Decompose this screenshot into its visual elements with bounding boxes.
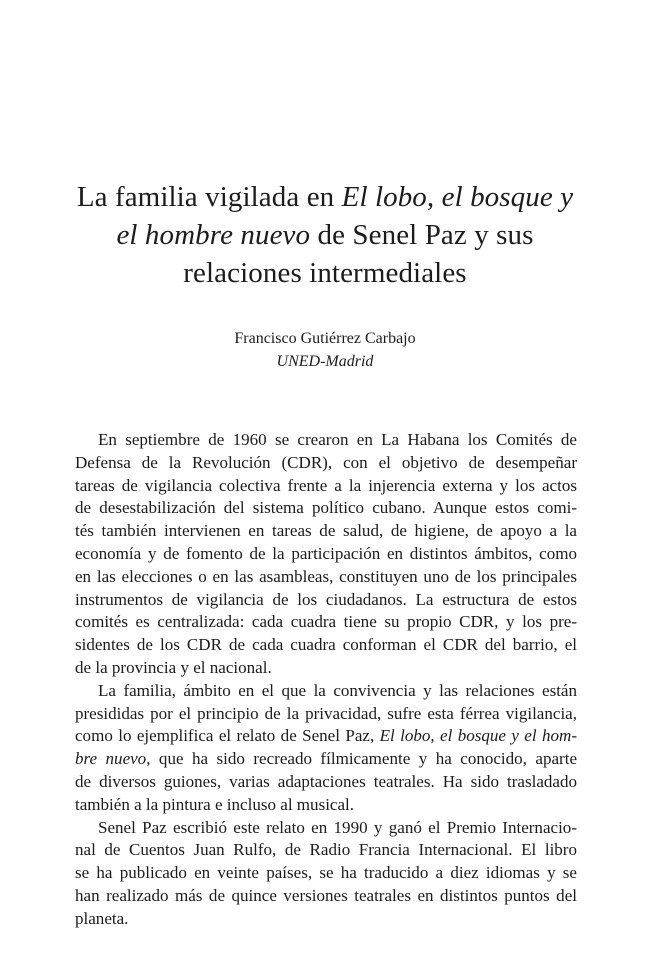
text-line: Senel Paz escribió este relato en 1990 y ganó el Premio Internacio-: [98, 817, 577, 837]
text-line: La familia, ámbito en el que la convivencia y las relaciones están: [98, 680, 577, 700]
text-line: presididas por el principio de la privacidad, sufre esta férrea vigilancia,: [75, 703, 577, 723]
text-line: En septiembre de 1960 se crearon en La Habana los Comités de: [98, 430, 577, 449]
text-line: [75, 748, 577, 771]
text-segment: como lo ejemplifica el relato de Senel Paz,: [75, 726, 380, 746]
title-italic-text: el hombre nuevo: [116, 219, 311, 251]
text-line: instrumentos de vigilancia de los ciudadanos. La estructura de estos: [75, 589, 577, 609]
text-line: [75, 725, 577, 748]
text-line: tés también intervienen en tareas de salud, de higiene, de apoyo a la: [75, 521, 577, 541]
text-line: de la provincia y el nacional.: [75, 657, 272, 677]
text-line: de diversos guiones, varias adaptaciones teatrales. Ha sido trasladado: [75, 771, 577, 791]
text-line: tareas de vigilancia colectiva frente a la injerencia externa y los actos: [75, 475, 577, 495]
title-line-1: [40, 178, 610, 216]
text-line: han realizado más de quince versiones teatrales en distintos puntos del: [75, 885, 577, 905]
text-line: de desestabilización del sistema político cubano. Aunque estos comi-: [75, 498, 577, 518]
text-line: sidentes de los CDR de cada cuadra conforman el CDR del barrio, el: [75, 635, 577, 655]
text-line: comités es centralizada: cada cuadra tiene su propio CDR, y los pre-: [75, 612, 577, 632]
text-line: Defensa de la Revolución (CDR), con el objetivo de desempeñar: [75, 452, 577, 472]
text-segment: , que ha sido recreado fílmicamente y ha conocido, aparte: [146, 749, 577, 769]
title-text: de Senel Paz y sus: [310, 219, 534, 251]
book-title-italic: bre nuevo: [75, 749, 147, 769]
title-line-2: [40, 216, 610, 254]
text-line: planeta.: [75, 908, 129, 928]
author-block: [0, 327, 650, 373]
author-affiliation: UNED-Madrid: [276, 353, 374, 370]
text-line: en las elecciones o en las asambleas, constituyen uno de los principales: [75, 566, 577, 586]
text-line: también a la pintura e incluso al musical.: [75, 794, 355, 814]
title-italic-text: El lobo, el bosque y: [341, 181, 574, 213]
author-name: Francisco Gutiérrez Carbajo: [234, 330, 416, 347]
title-text: La familia vigilada en: [76, 181, 342, 213]
text-line: economía y de fomento de la participación en distintos ámbitos, como: [75, 543, 577, 563]
text-line: se ha publicado en veinte países, se ha traducido a diez idiomas y se: [75, 863, 577, 883]
text-line: nal de Cuentos Juan Rulfo, de Radio Francia Internacional. El libro: [75, 840, 577, 860]
title-line-3: relaciones intermediales: [183, 257, 467, 289]
paragraph: [75, 429, 577, 680]
article-body: [75, 429, 577, 931]
book-title-italic: El lobo, el bosque y el hom-: [379, 726, 577, 746]
paragraph: [75, 817, 577, 931]
paragraph: [75, 680, 577, 817]
article-title: [40, 178, 610, 292]
